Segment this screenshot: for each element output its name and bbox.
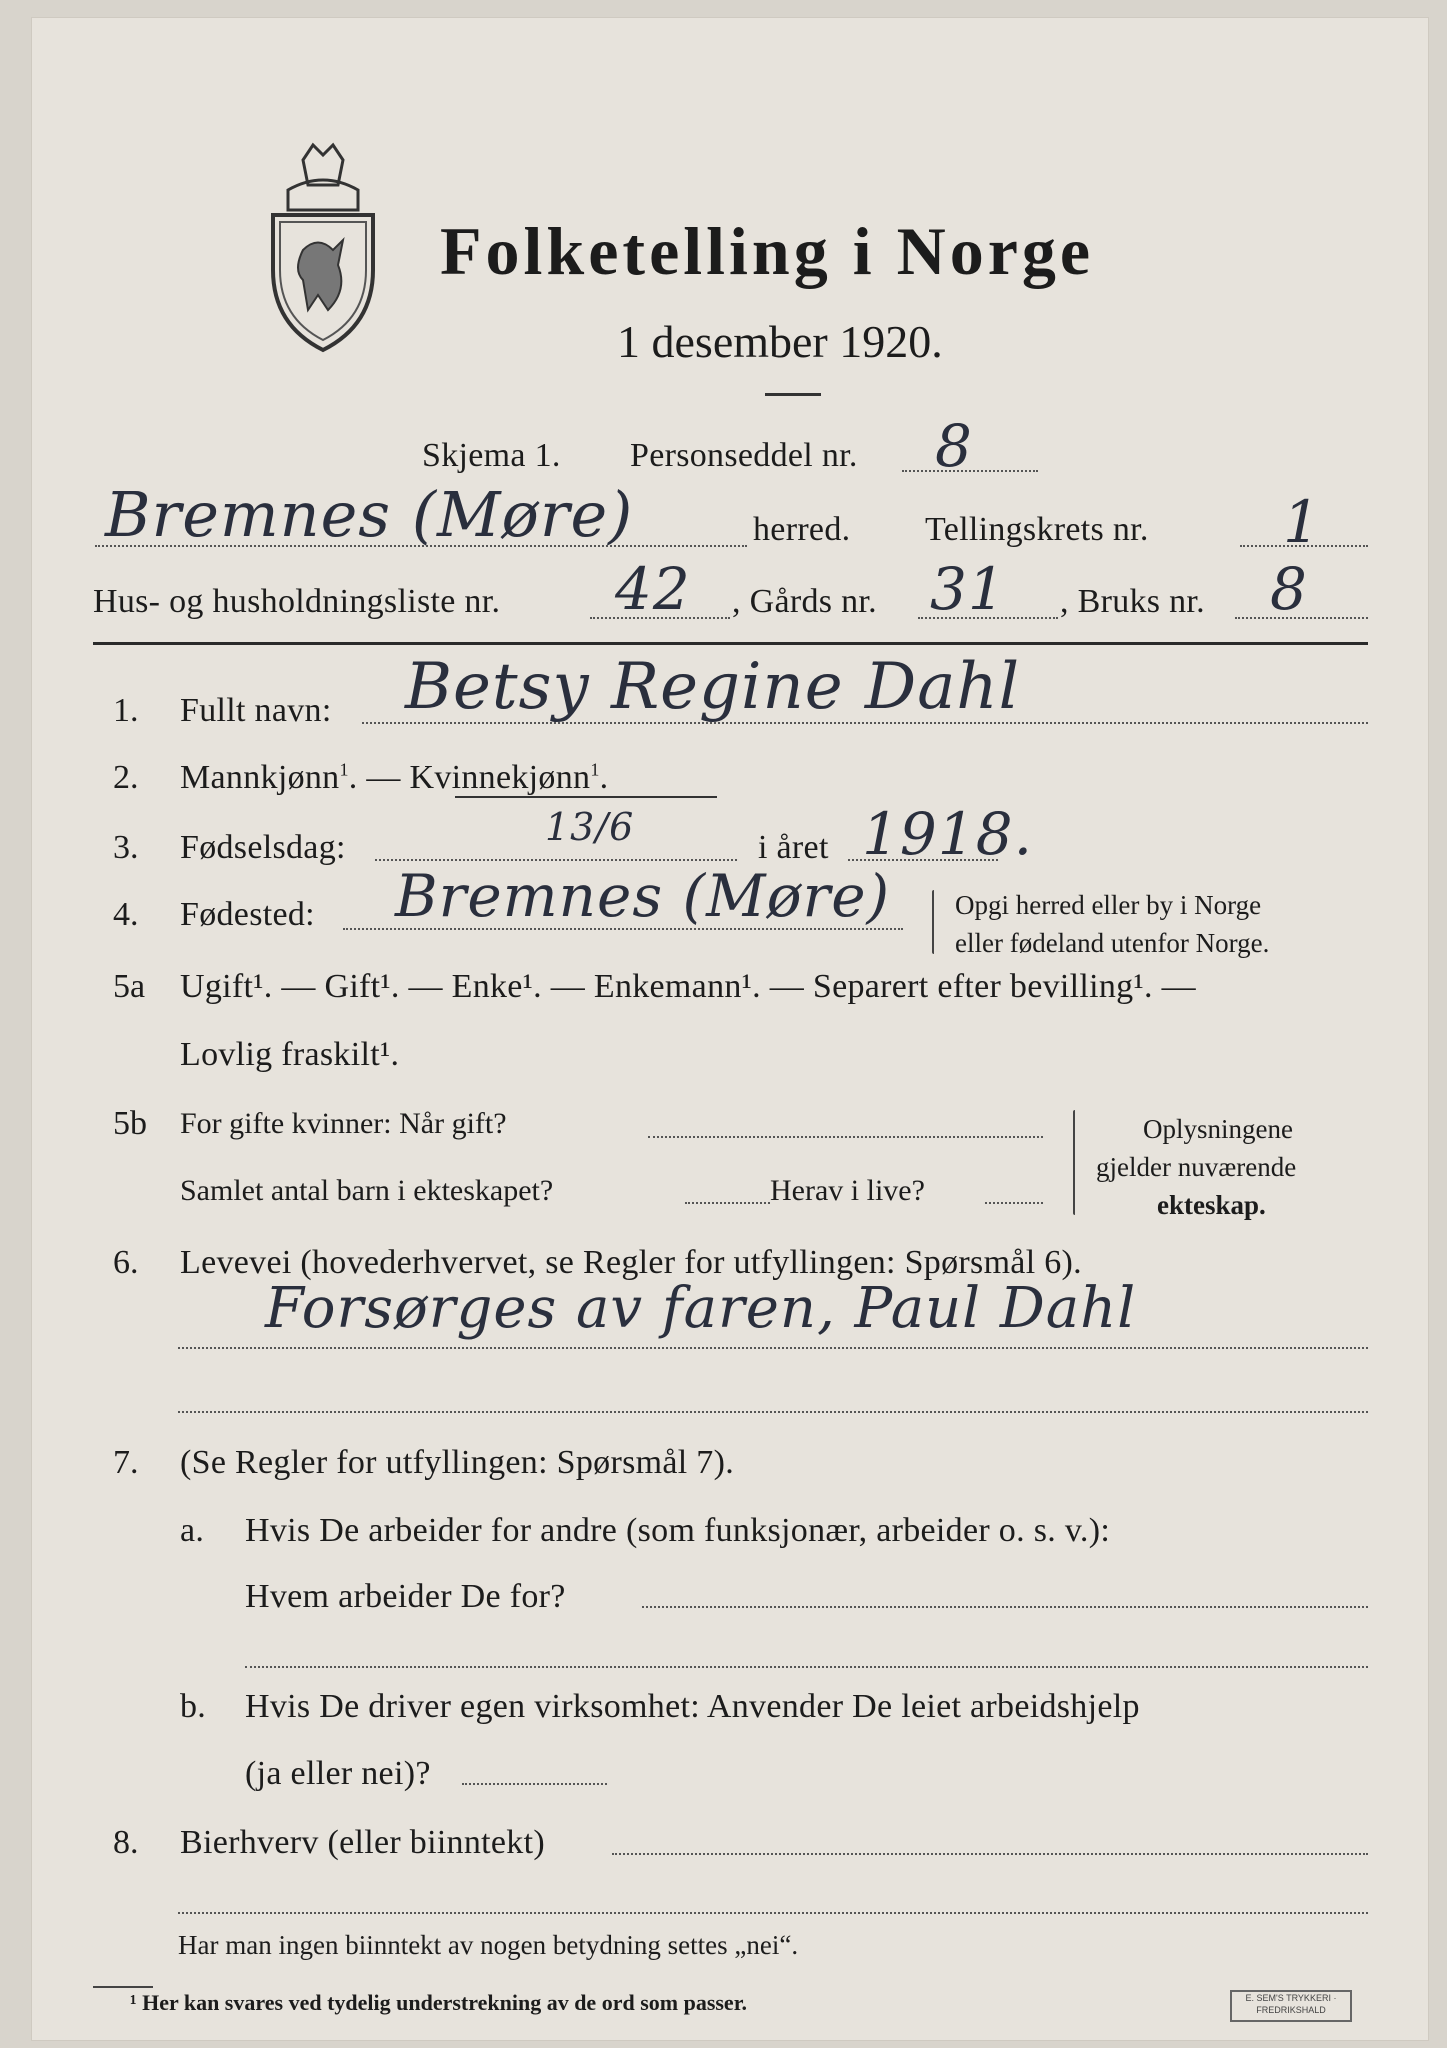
q6-label: Levevei (hovederhvervet, se Regler for utfyllingen: Spørsmål 6). bbox=[180, 1244, 1082, 1281]
q4-note-2: eller fødeland utenfor Norge. bbox=[955, 928, 1270, 958]
herred-line bbox=[95, 545, 747, 547]
hus-value: 42 bbox=[615, 555, 691, 623]
q7a-number: a. bbox=[180, 1512, 205, 1549]
q6-number: 6. bbox=[113, 1244, 139, 1281]
q3-number: 3. bbox=[113, 829, 139, 866]
q7-number: 7. bbox=[113, 1444, 139, 1481]
q8-label: Bierhverv (eller biinntekt) bbox=[180, 1824, 545, 1861]
q8-note: Har man ingen biinntekt av nogen betydning settes „nei“. bbox=[178, 1930, 799, 1960]
q2-label bbox=[180, 759, 608, 797]
q2-sep: . — bbox=[348, 759, 410, 796]
census-date: 1 desember 1920. bbox=[617, 316, 943, 367]
q7a-line-1 bbox=[642, 1606, 1368, 1608]
q2-female: Kvinnekjønn bbox=[409, 759, 591, 796]
q7b-label-1: Hvis De driver egen virksomhet: Anvender De leiet arbeidshjelp bbox=[245, 1688, 1140, 1725]
tellingskrets-label: Tellingskrets nr. bbox=[925, 511, 1149, 548]
q3-day-value: 13/6 bbox=[545, 805, 635, 849]
header-rule bbox=[93, 642, 1368, 645]
q5b-label-2: Samlet antal barn i ekteskapet? bbox=[180, 1174, 554, 1207]
gards-label: , Gårds nr. bbox=[732, 583, 877, 620]
q2-number: 2. bbox=[113, 759, 139, 796]
q8-number: 8. bbox=[113, 1824, 139, 1861]
q2-end: . bbox=[599, 759, 609, 796]
footnote-rule bbox=[93, 1986, 153, 1988]
q5b-note-1: Oplysningene bbox=[1143, 1114, 1293, 1144]
q5a-number: 5a bbox=[113, 968, 146, 1005]
q2-male: Mannkjønn bbox=[180, 759, 340, 796]
q7a-label-2: Hvem arbeider De for? bbox=[245, 1578, 566, 1615]
q7b-line bbox=[462, 1783, 607, 1785]
q5b-number: 5b bbox=[113, 1105, 147, 1142]
q5a-text-1: Ugift¹. — Gift¹. — Enke¹. — Enkemann¹. — Separert efter bevilling¹. — bbox=[180, 968, 1196, 1005]
q2-sup-a: 1 bbox=[339, 759, 349, 780]
q4-note-1: Opgi herred eller by i Norge bbox=[955, 890, 1262, 920]
q4-value: Bremnes (Møre) bbox=[395, 862, 891, 930]
q7a-line-2 bbox=[245, 1666, 1368, 1668]
q4-brace bbox=[932, 890, 934, 954]
q5b-note-2: gjelder nuværende bbox=[1096, 1152, 1297, 1182]
q5b-children-line bbox=[685, 1202, 770, 1204]
q3-year-label: i året bbox=[758, 829, 829, 866]
tellingskrets-value: 1 bbox=[1283, 488, 1321, 556]
q2-sup-b: 1 bbox=[590, 759, 600, 780]
q1-value: Betsy Regine Dahl bbox=[405, 650, 1021, 724]
q5b-label-3: Herav i live? bbox=[770, 1174, 925, 1207]
q5b-note-3: ekteskap. bbox=[1157, 1190, 1266, 1220]
q7b-number: b. bbox=[180, 1688, 207, 1725]
q3-day-line bbox=[375, 859, 737, 861]
q5b-brace bbox=[1073, 1110, 1075, 1215]
q4-label: Fødested: bbox=[180, 896, 315, 933]
hus-label: Hus- og husholdningsliste nr. bbox=[93, 583, 501, 620]
q8-line-2 bbox=[178, 1912, 1368, 1914]
q2-underline bbox=[455, 796, 717, 798]
q6-value: Forsørges av faren, Paul Dahl bbox=[265, 1276, 1137, 1341]
q5b-alive-line bbox=[985, 1202, 1043, 1204]
q7-label: (Se Regler for utfyllingen: Spørsmål 7). bbox=[180, 1444, 735, 1481]
coat-of-arms-icon bbox=[258, 140, 388, 355]
herred-value: Bremnes (Møre) bbox=[105, 478, 634, 551]
q7a-label-1: Hvis De arbeider for andre (som funksjonær, arbeider o. s. v.): bbox=[245, 1512, 1111, 1549]
q3-label: Fødselsdag: bbox=[180, 829, 346, 866]
q5b-married-line bbox=[648, 1136, 1043, 1138]
skjema-label: Skjema 1. bbox=[422, 437, 561, 474]
form-title: Folketelling i Norge bbox=[440, 213, 1095, 289]
title-divider bbox=[765, 393, 821, 396]
q1-number: 1. bbox=[113, 692, 139, 729]
footnote: ¹ Her kan svares ved tydelig understrekning av de ord som passer. bbox=[130, 1990, 747, 2015]
herred-label: herred. bbox=[753, 511, 851, 548]
personseddel-label: Personseddel nr. bbox=[630, 437, 858, 474]
q7b-label-2: (ja eller nei)? bbox=[245, 1755, 431, 1792]
q8-line-1 bbox=[612, 1853, 1368, 1855]
gards-value: 31 bbox=[930, 555, 1006, 623]
printer-stamp: E. SEM'S TRYKKERI · FREDRIKSHALD bbox=[1230, 1990, 1352, 2022]
q5a-text-2: Lovlig fraskilt¹. bbox=[180, 1036, 400, 1073]
q5b-label-1: For gifte kvinner: Når gift? bbox=[180, 1107, 507, 1140]
q6-line-2 bbox=[178, 1411, 1368, 1413]
bruks-label: , Bruks nr. bbox=[1060, 583, 1205, 620]
bruks-value: 8 bbox=[1270, 555, 1308, 623]
q1-label: Fullt navn: bbox=[180, 692, 332, 729]
q6-line-1 bbox=[178, 1347, 1368, 1349]
q3-year-value: 1918. bbox=[862, 800, 1034, 868]
q4-number: 4. bbox=[113, 896, 139, 933]
personseddel-value: 8 bbox=[935, 412, 973, 480]
